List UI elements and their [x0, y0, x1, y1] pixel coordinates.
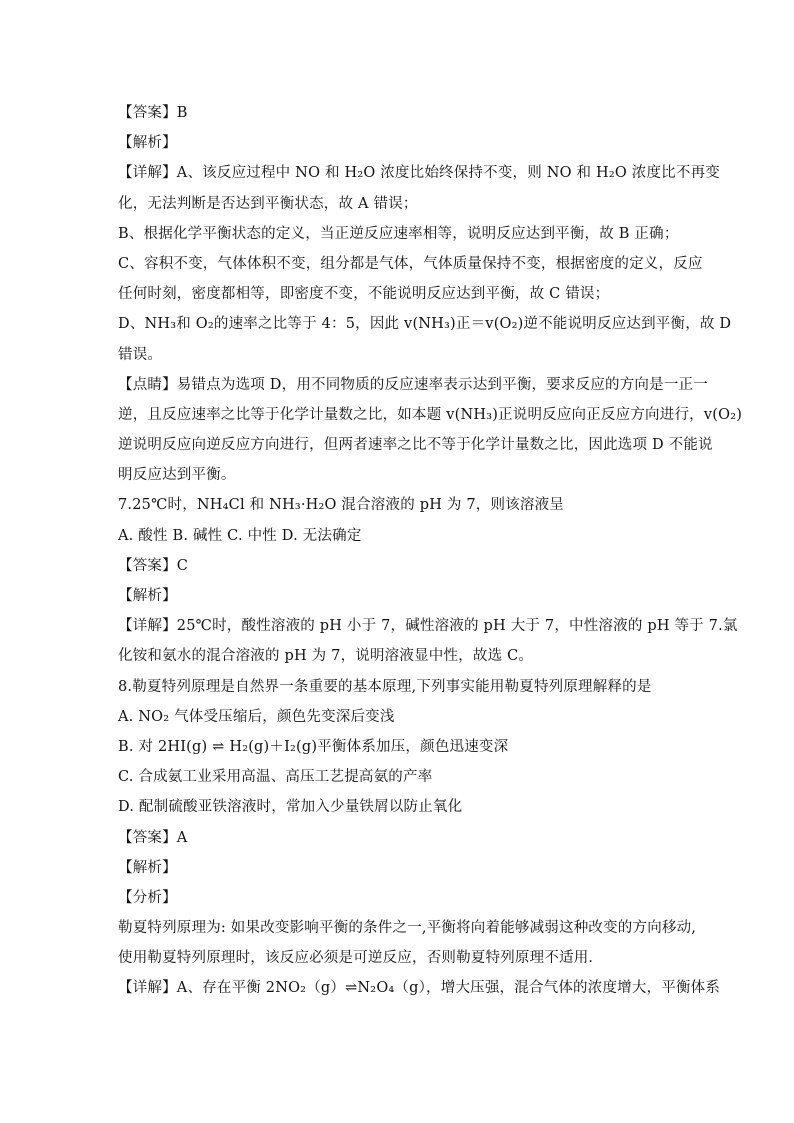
text-line: 任何时刻，密度都相等，即密度不变，不能说明反应达到平衡，故 C 错误； — [118, 286, 610, 303]
text-line: 逆，且反应速率之比等于化学计量数之比，如本题 v(NH₃)正说明反应向正反应方向进行，v(O₂) — [118, 406, 743, 423]
text-line: 化铵和氨水的混合溶液的 pH 为 7，说明溶液显中性，故选 C。 — [118, 648, 534, 665]
question-8-option-a: A. NO₂ 气体受压缩后，颜色先变深后变浅 — [118, 708, 395, 725]
question-8-option-b: B. 对 2HI(g) ⇌ H₂(g)＋I₂(g)平衡体系加压，颜色迅速变深 — [118, 738, 509, 755]
text-line: 化，无法判断是否达到平衡状态，故 A 错误； — [118, 195, 418, 212]
text-line: B、根据化学平衡状态的定义，当正逆反应速率相等，说明反应达到平衡，故 B 正确； — [118, 225, 679, 242]
text-line: 错误。 — [118, 346, 163, 363]
text-line: C、容积不变，气体体积不变，组分都是气体，气体质量保持不变，根据密度的定义，反应 — [118, 255, 703, 272]
text-line: 【详解】A、存在平衡 2NO₂（g）⇌N₂O₄（g），增大压强，混合气体的浓度增大，平衡体系 — [118, 980, 721, 997]
text-line: 【点睛】易错点为选项 D，用不同物质的反应速率表示达到平衡，要求反应的方向是一正一 — [118, 376, 708, 393]
text-line: 【详解】25℃时，酸性溶液的 pH 小于 7，碱性溶液的 pH 大于 7，中性溶液的 pH 等于 7.氯 — [118, 618, 738, 635]
text-line: 【解析】 — [118, 588, 177, 604]
question-7-stem: 7.25℃时，NH₄Cl 和 NH₃·H₂O 混合溶液的 pH 为 7，则该溶液呈 — [118, 497, 564, 514]
text-line: 使用勒夏特列原理时，该反应必须是可逆反应，否则勒夏特列原理不适用． — [118, 950, 604, 967]
text-line: 逆说明反应向逆反应方向进行，但两者速率之比不等于化学计量数之比，因此选项 D 不能说 — [118, 437, 713, 454]
question-7-options: A. 酸性 B. 碱性 C. 中性 D. 无法确定 — [118, 527, 362, 544]
question-8-option-d: D. 配制硫酸亚铁溶液时，常加入少量铁屑以防止氧化 — [118, 799, 463, 816]
text-line: 【答案】C — [118, 557, 189, 574]
text-line: 明反应达到平衡。 — [118, 467, 236, 484]
text-line: D、NH₃和 O₂的速率之比等于 4：5，因此 v(NH₃)正＝v(O₂)逆不能说明反应达到平衡，故 D — [118, 316, 732, 333]
text-line: 【解析】 — [118, 859, 177, 876]
question-8-option-c: C. 合成氨工业采用高温、高压工艺提高氨的产率 — [118, 769, 433, 786]
text-line: 【解析】 — [118, 135, 177, 152]
document-page — [118, 98, 743, 1004]
text-line: 【答案】A — [118, 829, 188, 846]
text-line: 【答案】B — [118, 105, 188, 121]
question-8-stem: 8.勒夏特列原理是自然界一条重要的基本原理,下列事实能用勒夏特列原理解释的是 — [118, 678, 652, 695]
text-line: 勒夏特列原理为: 如果改变影响平衡的条件之一,平衡将向着能够减弱这种改变的方向移动, — [118, 920, 697, 937]
text-line: 【详解】A、该反应过程中 NO 和 H₂O 浓度比始终保持不变，则 NO 和 H₂O 浓度比不再变 — [118, 165, 720, 182]
text-line: 【分析】 — [118, 889, 177, 906]
